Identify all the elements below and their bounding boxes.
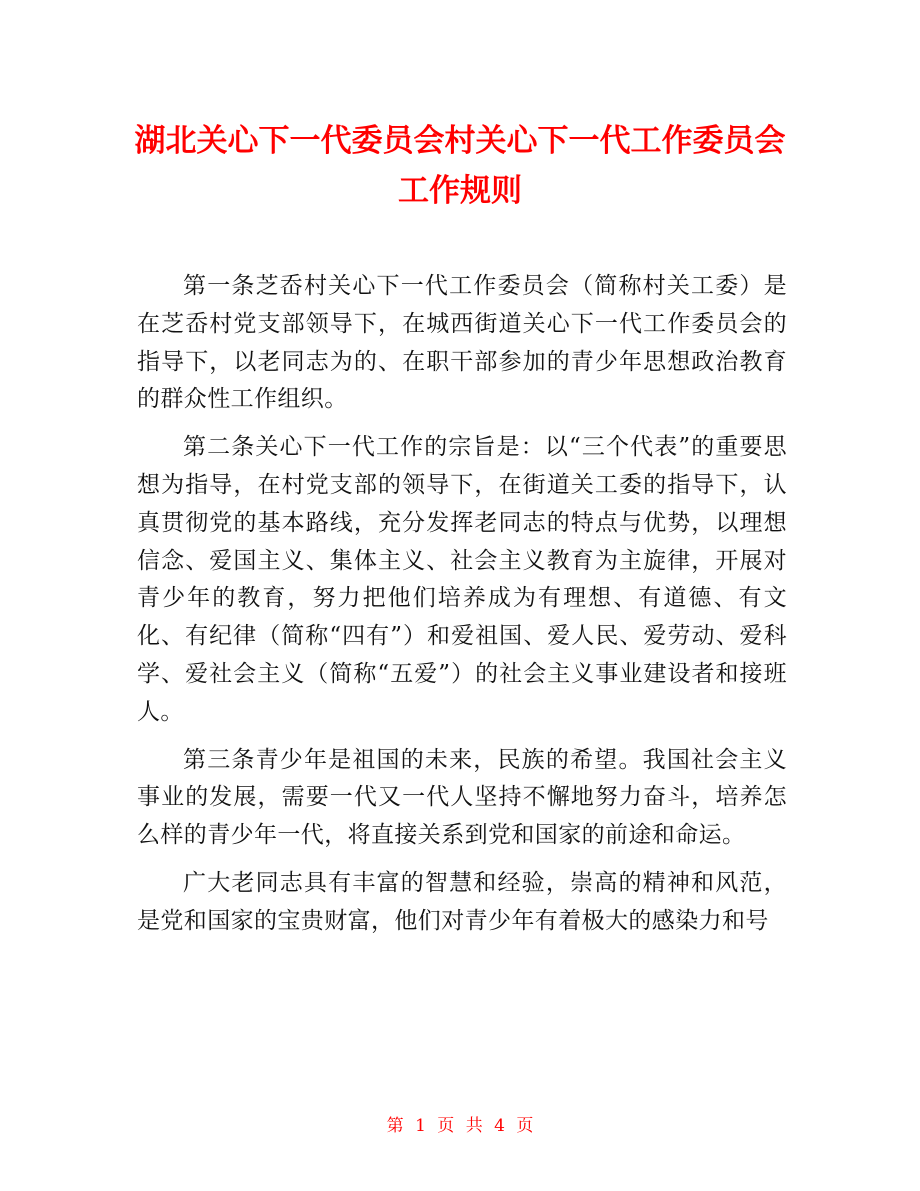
page-footer: 第 1 页 共 4 页 bbox=[386, 1116, 534, 1136]
paragraph-article-1: 第一条芝岙村关心下一代工作委员会（简称村关工委）是在芝岙村党支部领导下，在城西街道关心下一代工作委员会的指导下，以老同志为的、在职干部参加的青少年思想政治教育的群众性工作组织。 bbox=[137, 273, 787, 413]
document-body bbox=[137, 268, 787, 951]
document-title: 湖北关心下一代委员会村关心下一代工作委员会工作规则 bbox=[134, 123, 786, 209]
paragraph-article-3: 第三条青少年是祖国的未来，民族的希望。我国社会主义事业的发展，需要一代又一代人坚持不懈地努力奋斗，培养怎么样的青少年一代，将直接关系到党和国家的前途和命运。 bbox=[137, 746, 787, 849]
paragraph-continuation: 广大老同志具有丰富的智慧和经验，崇高的精神和风范，是党和国家的宝贵财富，他们对青少年有着极大的感染力和号 bbox=[137, 869, 787, 934]
paragraph-article-2: 第二条关心下一代工作的宗旨是：以“三个代表”的重要思想为指导，在村党支部的领导下，在街道关工委的指导下，认真贯彻党的基本路线，充分发挥老同志的特点与优势，以理想信念、爱国主义、集体主义、社会主义教育为主旋律，开展对青少年的教育，努力把他们培养成为有理想、有道德、有文化、有纪律（简称“四有”）和爱祖国、爱人民、爱劳动、爱科学、爱社会主义（简称“五爱”）的社会主义事业建设者和接班人。 bbox=[137, 434, 787, 725]
